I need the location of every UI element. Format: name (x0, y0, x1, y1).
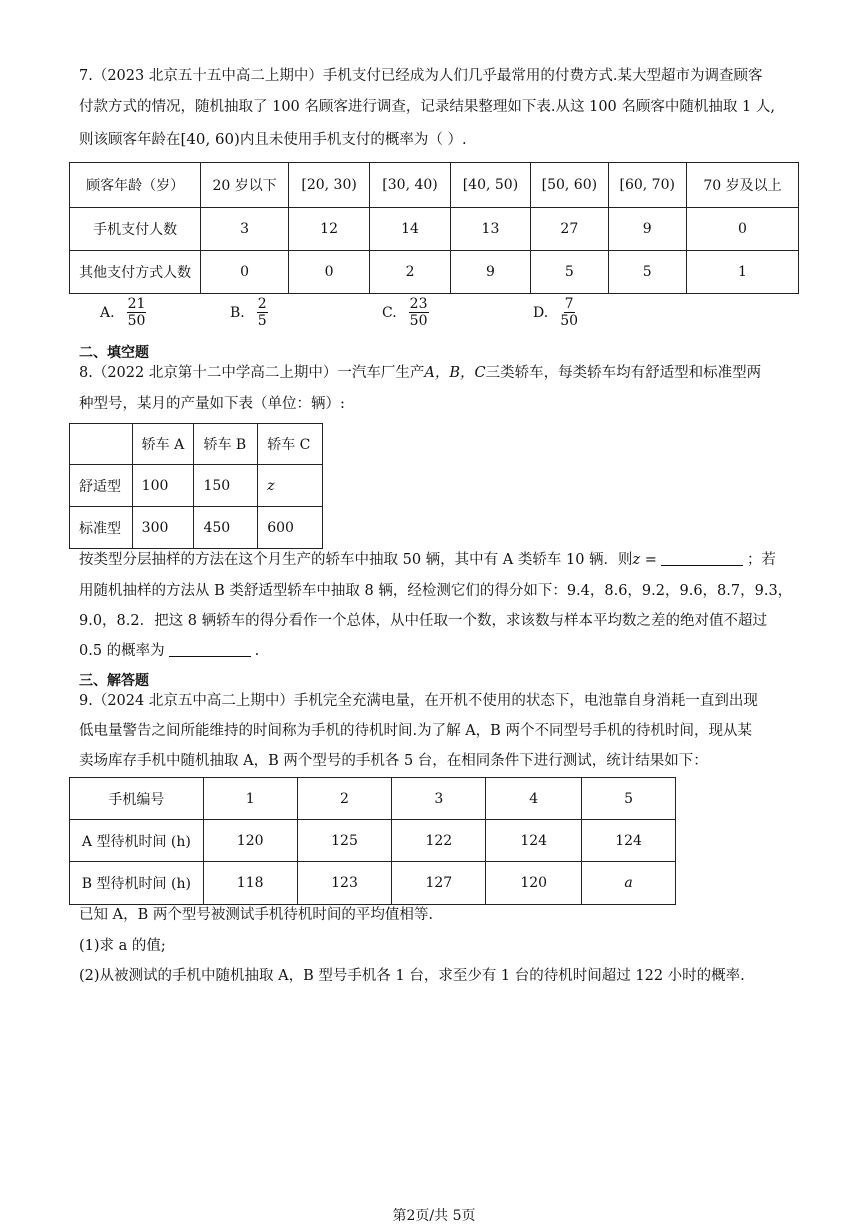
q8-table-row (70, 507, 323, 549)
q7-cell: 手机支付人数 (70, 208, 201, 251)
q9-cell: 127 (392, 862, 486, 905)
q7-cell: 0 (686, 208, 798, 251)
q8-line-1-vars: A，B，C (424, 365, 486, 381)
q8-cell: 450 (194, 507, 258, 549)
q8-line-6-pre: 0.5 的概率为 (79, 643, 165, 659)
q8-cell: 300 (132, 507, 194, 549)
q8-header-cell: 轿车 C (258, 424, 323, 465)
choice-fraction (560, 296, 578, 329)
q9-cell: 123 (297, 862, 392, 905)
choice-fraction (257, 296, 268, 329)
q7-table-header-row (70, 163, 799, 208)
fraction-denominator: 50 (560, 313, 579, 329)
q9-sub-question-1: (1)求 a 的值; (79, 938, 166, 954)
choice-a (100, 296, 146, 329)
q7-line-2: 付款方式的情况，随机抽取了 100 名顾客进行调查，记录结果整理如下表.从这 100 名顾客中随机抽取 1 人, (79, 99, 775, 115)
answer-blank-probability[interactable] (169, 642, 251, 657)
q9-header-cell: 1 (203, 778, 297, 820)
q7-line-3-post: 内且未使用手机支付的概率为（ ）. (239, 132, 467, 148)
q7-cell: 12 (288, 208, 369, 251)
q8-header-cell: 轿车 A (132, 424, 194, 465)
q9-cell: 122 (392, 820, 486, 862)
fraction-denominator: 50 (127, 313, 146, 329)
q7-header-cell: [50, 60) (531, 163, 608, 208)
q8-line-3-pre: 按类型分层抽样的方法在这个月生产的轿车中抽取 50 辆，其中有 A 类轿车 10 辆．则 (79, 552, 633, 568)
q7-cell: 0 (288, 251, 369, 294)
q7-header-cell: 顾客年龄（岁） (70, 163, 201, 208)
q8-table-header-row (70, 424, 323, 465)
q9-table-row (70, 862, 676, 905)
q9-header-cell: 3 (392, 778, 486, 820)
q9-cell: 118 (203, 862, 297, 905)
section-heading-fill-in: 二、填空题 (79, 345, 149, 361)
choice-b (230, 296, 268, 329)
q7-line-3 (79, 129, 467, 150)
q9-header-cell: 5 (582, 778, 676, 820)
page-footer: 第2页/共 5页 (392, 1208, 476, 1224)
q9-cell: 125 (297, 820, 392, 862)
q7-cell: 其他支付方式人数 (70, 251, 201, 294)
q8-line-3-post: ；若 (746, 552, 776, 568)
q9-cell: 120 (203, 820, 297, 862)
q7-header-cell: 70 岁及以上 (686, 163, 798, 208)
fraction-numerator: 7 (564, 296, 574, 312)
fraction-numerator: 21 (127, 296, 146, 312)
q7-cell: 1 (686, 251, 798, 294)
q7-header-cell: 20 岁以下 (201, 163, 289, 208)
q9-cell: a (582, 862, 676, 905)
q8-line-1-pre: 8.（2022 北京第十二中学高二上期中）一汽车厂生产 (79, 365, 425, 381)
q7-header-cell: [30, 40) (370, 163, 450, 208)
q9-cell: A 型待机时间 (h) (70, 820, 204, 862)
q8-cell: 600 (258, 507, 323, 549)
q8-table (69, 423, 323, 549)
q7-cell: 0 (201, 251, 289, 294)
q8-header-cell: 轿车 B (194, 424, 258, 465)
q8-line-4: 用随机抽样的方法从 B 类舒适型轿车中抽取 8 辆，经检测它们的得分如下：9.4，8.6，9.2，9.6，8.7，9.3， (79, 583, 793, 599)
q9-line-1: 9.（2024 北京五中高二上期中）手机完全充满电量，在开机不使用的状态下，电池靠自身消耗一直到出现 (79, 693, 758, 709)
q7-header-cell: [60, 70) (608, 163, 686, 208)
q7-cell: 9 (450, 251, 530, 294)
q7-cell: 13 (450, 208, 530, 251)
q7-cell: 9 (608, 208, 686, 251)
q8-line-3 (79, 550, 776, 570)
q9-header-cell: 4 (486, 778, 582, 820)
q8-table-row (70, 465, 323, 507)
fraction-numerator: 2 (257, 296, 267, 312)
q7-line-3-pre: 则该顾客年龄在 (79, 132, 181, 148)
q9-line-2: 低电量警告之间所能维持的时间称为手机的待机时间.为了解 A，B 两个不同型号手机的待机时间，现从某 (79, 723, 752, 739)
q7-header-cell: [40, 50) (450, 163, 530, 208)
q7-cell: 5 (608, 251, 686, 294)
q9-table-row (70, 820, 676, 862)
q9-table-header-row (70, 778, 676, 820)
q8-cell: 标准型 (70, 507, 133, 549)
fraction-denominator: 5 (257, 313, 267, 329)
q9-cell: 124 (486, 820, 582, 862)
choice-letter: A. (100, 304, 115, 321)
fraction-denominator: 50 (409, 313, 428, 329)
q9-line-4: 已知 A，B 两个型号被测试手机待机时间的平均值相等. (79, 907, 433, 923)
q8-cell: 150 (194, 465, 258, 507)
q8-line-6-post: . (254, 643, 260, 659)
q9-header-cell: 2 (297, 778, 392, 820)
q7-table-row (70, 208, 799, 251)
q8-line-1-post: 三类轿车，每类轿车均有舒适型和标准型两 (485, 365, 762, 381)
choice-c (382, 296, 429, 329)
q8-cell: z (258, 465, 323, 507)
q7-table-row (70, 251, 799, 294)
q9-line-3: 卖场库存手机中随机抽取 A，B 两个型号的手机各 5 台，在相同条件下进行测试，统计结果如下： (79, 753, 708, 769)
q8-header-cell (70, 424, 133, 465)
choice-letter: D. (533, 304, 549, 321)
q8-line-1 (79, 363, 761, 383)
q7-interval: [40, 60) (180, 130, 240, 148)
q8-line-5: 9.0，8.2．把这 8 辆轿车的得分看作一个总体，从中任取一个数，求该数与样本平均数之差的绝对值不超过 (79, 613, 768, 629)
choice-fraction (409, 296, 429, 329)
q7-header-cell: [20, 30) (288, 163, 369, 208)
q7-cell: 27 (531, 208, 608, 251)
q9-table (69, 777, 676, 905)
choice-letter: B. (230, 304, 245, 321)
q9-cell: 124 (582, 820, 676, 862)
section-heading-solve: 三、解答题 (79, 673, 149, 689)
q8-line-6 (79, 641, 259, 661)
choice-d (533, 296, 578, 329)
fraction-numerator: 23 (409, 296, 428, 312)
q8-cell: 100 (132, 465, 194, 507)
q9-sub-question-2: (2)从被测试的手机中随机抽取 A，B 型号手机各 1 台，求至少有 1 台的待机时间超过 122 小时的概率. (79, 968, 745, 984)
q7-line-1: 7.（2023 北京五十五中高二上期中）手机支付已经成为人们几乎最常用的付费方式.某大型超市为调查顾客 (79, 68, 763, 84)
q9-cell: B 型待机时间 (h) (70, 862, 204, 905)
q7-table (69, 162, 799, 294)
q7-cell: 14 (370, 208, 450, 251)
answer-blank-z[interactable] (661, 551, 743, 566)
q8-var-z: z = (632, 552, 657, 568)
q8-line-2: 种型号，某月的产量如下表（单位：辆）: (79, 396, 345, 412)
q7-cell: 3 (201, 208, 289, 251)
choice-fraction (127, 296, 147, 329)
q9-header-cell: 手机编号 (70, 778, 204, 820)
q8-cell: 舒适型 (70, 465, 133, 507)
q9-cell: 120 (486, 862, 582, 905)
choice-letter: C. (382, 304, 397, 321)
q7-cell: 2 (370, 251, 450, 294)
q7-cell: 5 (531, 251, 608, 294)
